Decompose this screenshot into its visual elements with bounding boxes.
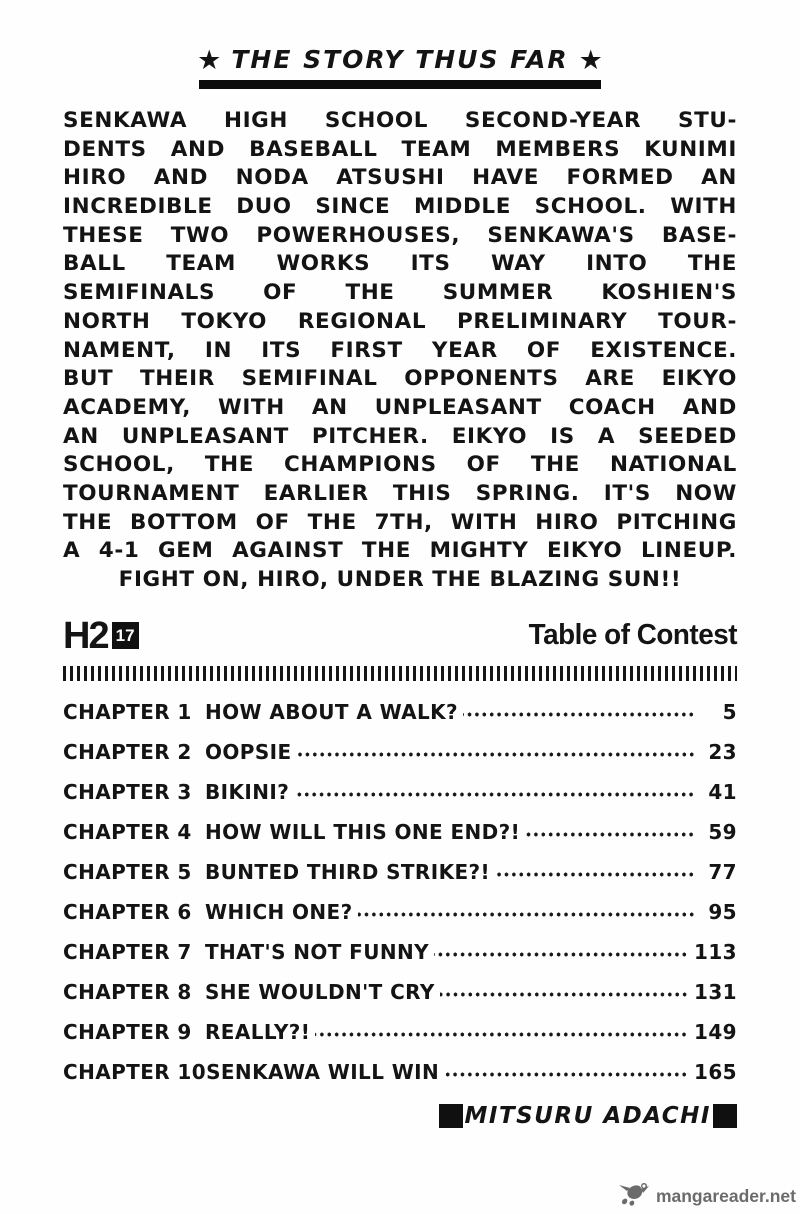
story-line: TOURNAMENT EARLIER THIS SPRING. IT'S NOW <box>63 480 737 506</box>
series-logo-text: H2 <box>63 614 108 657</box>
dot-leader <box>297 752 695 757</box>
star-icon: ★ <box>578 45 603 76</box>
chapter-row <box>63 1052 737 1092</box>
chapter-row <box>63 852 737 892</box>
series-logo <box>63 614 139 657</box>
chapter-title: WHICH ONE? <box>205 899 353 924</box>
story-line: HIRO AND NODA ATSUSHI HAVE FORMED AN <box>63 165 737 191</box>
watermark-text: mangareader.net <box>655 1185 796 1206</box>
chapter-row <box>63 972 737 1012</box>
dot-leader <box>495 872 695 877</box>
author-name: MITSURU ADACHI <box>464 1102 711 1129</box>
story-line: BUT THEIR SEMIFINAL OPPONENTS ARE EIKYO <box>63 366 737 392</box>
author-credit <box>63 1101 737 1131</box>
chapter-list <box>63 692 737 1092</box>
star-icon: ★ <box>197 45 222 76</box>
chapter-label: CHAPTER 5 <box>63 859 192 884</box>
chapter-label: CHAPTER 7 <box>63 939 192 964</box>
dot-leader <box>463 712 695 717</box>
toc-header <box>63 614 737 657</box>
dot-leader <box>525 832 695 837</box>
black-square-icon <box>713 1104 737 1128</box>
title-underline <box>199 80 601 89</box>
story-line: THE BOTTOM OF THE 7TH, WITH HIRO PITCHING <box>63 509 737 535</box>
chapter-row <box>63 772 737 812</box>
chapter-row <box>63 892 737 932</box>
story-line: BALL TEAM WORKS ITS WAY INTO THE <box>63 251 737 277</box>
story-line-final: FIGHT ON, HIRO, UNDER THE BLAZING SUN!! <box>118 567 682 592</box>
chapter-label: CHAPTER 8 <box>63 979 192 1004</box>
dot-leader <box>358 912 695 917</box>
chapter-label: CHAPTER 9 <box>63 1019 192 1044</box>
chapter-title: BUNTED THIRD STRIKE?! <box>205 859 491 884</box>
story-line: DENTS AND BASEBALL TEAM MEMBERS KUNIMI <box>63 136 737 162</box>
volume-badge: 17 <box>112 622 139 649</box>
chapter-page-number: 95 <box>708 899 737 924</box>
story-line: INCREDIBLE DUO SINCE MIDDLE SCHOOL. WITH <box>63 194 737 220</box>
dot-leader <box>315 1032 688 1037</box>
story-line: ACADEMY, WITH AN UNPLEASANT COACH AND <box>63 394 737 420</box>
chapter-title: HOW ABOUT A WALK? <box>205 699 459 724</box>
story-line: THESE TWO POWERHOUSES, SENKAWA'S BASE- <box>63 222 737 248</box>
story-line: SCHOOL, THE CHAMPIONS OF THE NATIONAL <box>63 452 737 478</box>
site-watermark <box>617 1181 796 1211</box>
story-line: NORTH TOKYO REGIONAL PRELIMINARY TOUR- <box>63 308 737 334</box>
chapter-label: CHAPTER 1 <box>63 699 192 724</box>
story-line: A 4-1 GEM AGAINST THE MIGHTY EIKYO LINEUP. <box>63 538 737 564</box>
chapter-page-number: 23 <box>708 739 737 764</box>
chapter-row <box>63 732 737 772</box>
story-line: SENKAWA HIGH SCHOOL SECOND-YEAR STU- <box>63 108 737 133</box>
black-square-icon <box>439 1104 463 1128</box>
chapter-row <box>63 932 737 972</box>
page-title <box>63 44 737 75</box>
chapter-label: CHAPTER 10 <box>63 1059 207 1084</box>
page-title-text: THE STORY THUS FAR <box>231 45 569 74</box>
chapter-row <box>63 812 737 852</box>
chapter-page-number: 59 <box>708 819 737 844</box>
chapter-title: BIKINI? <box>205 779 290 804</box>
chapter-page-number: 149 <box>694 1019 737 1044</box>
dot-leader <box>294 792 695 797</box>
chapter-row <box>63 692 737 732</box>
chapter-title: THAT'S NOT FUNNY <box>205 939 430 964</box>
chapter-page-number: 113 <box>694 939 737 964</box>
chapter-label: CHAPTER 3 <box>63 779 192 804</box>
story-header <box>63 44 737 89</box>
story-line: SEMIFINALS OF THE SUMMER KOSHIEN'S <box>63 280 737 306</box>
chapter-page-number: 77 <box>708 859 737 884</box>
chapter-title: SHE WOULDN'T CRY <box>205 979 435 1004</box>
dot-leader <box>434 952 688 957</box>
dot-leader <box>444 1072 688 1077</box>
chapter-label: CHAPTER 4 <box>63 819 192 844</box>
story-summary <box>63 107 737 595</box>
chapter-page-number: 165 <box>694 1059 737 1084</box>
chapter-title: REALLY?! <box>205 1019 311 1044</box>
bars-divider <box>63 666 737 681</box>
dot-leader <box>440 992 688 997</box>
chapter-title: HOW WILL THIS ONE END?! <box>205 819 521 844</box>
story-line: AN UNPLEASANT PITCHER. EIKYO IS A SEEDED <box>63 423 737 449</box>
toc-title: Table of Contest <box>528 619 737 652</box>
story-line: NAMENT, IN ITS FIRST YEAR OF EXISTENCE. <box>63 337 737 363</box>
chapter-title: SENKAWA WILL WIN <box>206 1059 440 1084</box>
chapter-row <box>63 1012 737 1052</box>
mangareader-logo-icon <box>617 1181 653 1211</box>
chapter-page-number: 41 <box>708 779 737 804</box>
chapter-label: CHAPTER 2 <box>63 739 192 764</box>
chapter-page-number: 5 <box>722 699 737 724</box>
chapter-title: OOPSIE <box>205 739 292 764</box>
chapter-label: CHAPTER 6 <box>63 899 192 924</box>
chapter-page-number: 131 <box>694 979 737 1004</box>
